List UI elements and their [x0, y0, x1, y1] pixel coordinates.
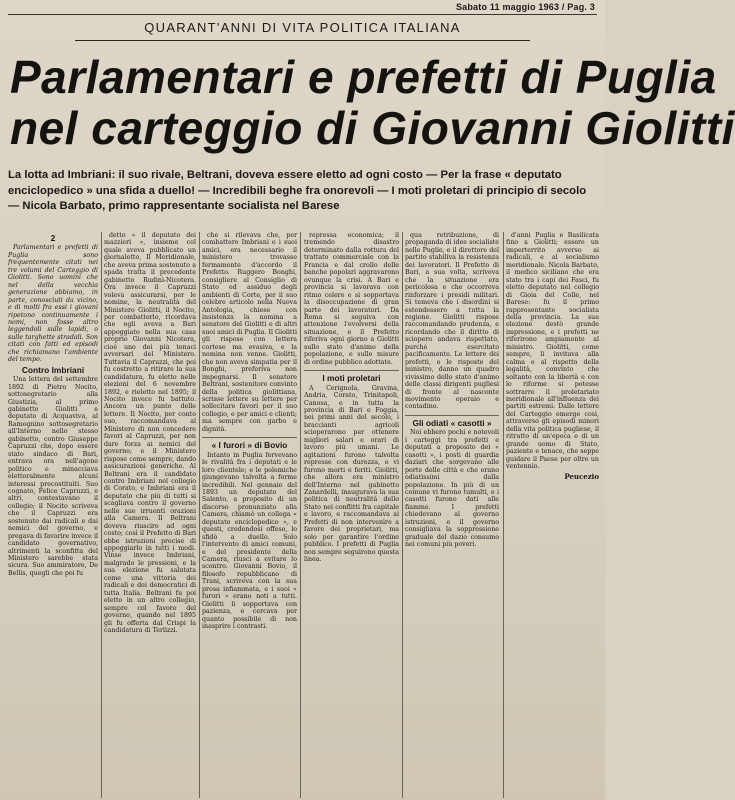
column-4 — [304, 232, 399, 798]
column-divider — [101, 232, 102, 798]
column-2-body: detto « il deputato dei mazzieri », insieme col quale aveva pubblicato un giornaletto, Il Meridionale, che aveva prima sostenuto a spada tratta il precedente gabinetto Rudinì-Nicotera. Ora invece il Capruzzi voleva assicurarsi, per le nomine, la neutralità del Ministero Giolitti, il Nocito, per combatterlo, ricordava che egli aveva a Bari appoggiato nella sua casa proprio Giovanni Nicotera, cioè uno dei più tenaci avversari del Ministero. Tuttavia il Capruzzi, che poi fu costretto a ritirare la sua candidatura, fu eletto nelle elezioni del 6 novembre 1892, e rieletto nel 1895; il Nocito invece fu battuto. Ancora un punto delle lettere. Il Nocito, per conto suo, raccomandava al Ministero di non concedere favori al Capruzzi, per non dare forza ai nemici del governo; e il Ministero rispose come sempre, dando assicurazioni generiche. Al Beltrani era il candidato contro Imbriani nel collegio di Corato, e Imbriani era il deputato che più di tutti si scagliava contro il governo nelle sue irruenti orazioni alla Camera. Il Beltrani doveva riuscire ad ogni costo; così il Prefetto di Bari ebbe istruzioni precise di appoggiarlo in tutti i modi. Vinse invece Imbriani, malgrado le pressioni, e la sua elezione fu salutata come una vittoria dei radicali e dei democratici di tutta Italia. Beltrani fu poi eletto in un altro collegio, sempre col favore del governo, quando nel 1895 gli fu offerta dal Crispi la candidatura di Terlizzi. — [104, 232, 196, 635]
column-divider — [402, 232, 403, 798]
section-box — [405, 415, 499, 549]
top-rule — [8, 14, 597, 15]
column-3-body-2: Intanto in Puglia fervevano le rivalità fra i deputati e le loro clientele; e le polemiche giungevano talvolta a forme incredibili. Nel gennaio del 1893 un deputato del Salento, a proposito di un discorso pronunziato alla Camera, chiamò un collega « deputato enciclopedico », e questi, credendosi offeso, lo sfidò a duello. Solo l'intervento di amici comuni, e del presidente della Camera, riuscì a evitare lo scontro. Giovanni Bovio, il filosofo repubblicano di Trani, scriveva con la sua prosa infiammata, e i suoi « furori » erano noti a tutti. Giolitti li sopportava con pazienza, e cercava per quanto possibile di non inasprire i contrasti. — [202, 451, 297, 631]
headline — [10, 51, 735, 154]
kicker: QUARANT'ANNI DI VITA POLITICA ITALIANA — [144, 20, 461, 35]
section-box — [202, 437, 297, 630]
dateline: Sabato 11 maggio 1963 / Pag. 3 — [455, 2, 595, 12]
headline-line-2: nel carteggio di Giovanni Giolitti — [10, 102, 735, 154]
column-3-body: che si rilevava che, per combattere Imbriani e i suoi amici, era necessario il ministero trovasse fermamente d'accordo il Prefetto. Ruggero Bonghi, consigliere al Consiglio di Stato ed assiduo degli ambienti di Corte, per il suo celebre articolo nella Nuova Antologia, chiese con insistenza la nomina a senatore del Giolitti e di altri suoi amici di Puglia. Il Giolitti gli rispose con lettera cortese ma evasiva, e la nomina non venne. Giolitti, che non aveva simpatia per il Bonghi, preferiva non impegnarsi. Il senatore Beltrani, sostenitore convinto della politica giolittiana, scrisse lettere su lettere per sollecitare favori per il suo collegio, e per amici e clienti; ma sempre con garbo e dignità. — [202, 232, 297, 433]
column-divider — [199, 232, 200, 798]
headline-line-1: Parlamentari e prefetti di Puglia — [10, 51, 717, 103]
article-columns — [8, 232, 599, 798]
section-box — [304, 370, 399, 563]
column-4-body-2: A Cerignola, Gravina, Andria, Corato, Trinitapoli, Canosa, e in tutta la provincia di Bari e Foggia, nei primi anni del secolo, i braccianti agricoli scioperarono per ottenere migliori salari e orari di lavoro più umani. Le agitazioni furono talvolta represse con durezza, e vi furono morti e feriti. Giolitti, che allora era ministro dell'Interno nel gabinetto Zanardelli, inaugurava la sua politica di neutralità dello Stato nei conflitti fra capitale e lavoro, e raccomandava ai Prefetti di non intervenire a favore dei proprietari, ma solo per garantire l'ordine pubblico. I prefetti di Puglia non sempre seguirono questa linea. — [304, 384, 399, 564]
section-contro-imbriani: Contro Imbriani — [21, 364, 85, 375]
column-5 — [405, 232, 499, 798]
column-divider — [300, 232, 301, 798]
column-4-body: repressa economica; il tremendo disastro determinato dalla rottura del trattato commerciale con la Francia e dal crollo delle banche popolari aggravarono ovunque la crisi. A Bari e provincia si lavorava con ritmo celere e si sopportava la disoccupazione di gran parte dei lavoratori. Da Roma si seguiva con attenzione l'evolversi della situazione, e il Prefetto riferiva ogni giorno a Giolitti sullo stato d'animo della popolazione, e sulle misure di ordine pubblico adottate. — [304, 232, 399, 366]
section-moti-proletari: I moti proletari — [322, 373, 381, 384]
column-1-body: Una lettera del settembre 1892 di Pietro Nocito, sottosegretario alla Giustizia, al primo gabinetto Giolitti e deputato di Acquaviva, al Ramognino sottosegretario all'Interno nello stesso gabinetto, contro Giuseppe Capruzzi che, dopo essere stato sindaco di Bari, entrava ora nell'agone politico e minacciava elettoralmente alcuni interessi precostituiti. Suo cognato, Felice Capruzzi, e altri, contestavano il collegio; il Nocito scriveva che il Capruzzi era sostenuto dai radicali e dai nemici del governo, e pregava di favorire invece il candidato governativo, altrimenti la sconfitta del Ministero sarebbe stata sicura. Suo ammiratore, De Bellis, quegli che poi fu — [8, 376, 98, 577]
column-1-number: 2 — [50, 233, 56, 243]
column-3 — [202, 232, 297, 798]
kicker-rule — [75, 40, 530, 41]
author-signature: Peucezio — [564, 471, 599, 481]
section-furori-bovio: « I furori » di Bovio — [211, 440, 288, 451]
column-6 — [506, 232, 599, 798]
column-divider — [503, 232, 504, 798]
column-1-intro: Parlamentari e prefetti di Puglia sono frequentemente citati nei tre volumi del Carteggio di Giolitti. Sono uomini che nel della vecchia generazione abbiamo, in parte, conosciuti da vicino, e di molti fra essi i giovani ripetono continuamente i nomi, non fosse altro leggendoli sulle lapidi, o sulle targhette stradali. Son citati con fatti ed episodi che richiamano l'ambiente del tempo. — [8, 244, 98, 364]
column-6-body: d'anni Puglia e Basilicata fino a Giolitti; essere un imperterrito avverso ai radicali, e al socialismo meridionale. Nicola Barbato, il medico siciliano che era stato tra i capi dei Fasci, fu eletto deputato nel collegio di Gioia del Colle, nel Barese: fu il primo rappresentante socialista della provincia. La sua elezione destò grande impressione, e i prefetti ne riferirono ampiamente al ministro. Giolitti, come sempre, li invitava alla calma e al rispetto della legalità, convinto che soltanto con la libertà e con le riforme si potesse sottrarre il proletariato meridionale all'influenza dei partiti estremi. Dalle lettere del Carteggio emerge così, attraverso gli episodi minori della vita politica pugliese, il ritratto di un'epoca e di un grande uomo di Stato, paziente e tenace, che seppe guidare il Paese per oltre un ventennio. — [506, 232, 599, 471]
subhead: La lotta ad Imbriani: il suo rivale, Beltrani, doveva essere eletto ad ogni costo — Per la frase « deputato enciclopedico » una sfida a duello! — Incredibili beghe fra onorevoli — I moti proletari di principio di secolo — Nicola Barbato, primo rappresentante socialista nel Barese — [8, 169, 587, 212]
column-2 — [104, 232, 196, 798]
section-odiati-casotti: Gli odiati « casotti » — [412, 417, 492, 428]
column-5-body-2: Noi ebbero pochi e notevoli i carteggi tra prefetti e deputati a proposito dei « casotti », i posti di guardia daziari che sorgevano alle porte delle città e che erano odiatissimi dalla popolazione. In più di un comune vi furono tumulti, e i casotti furono dati alle fiamme. I prefetti chiedevano al governo istruzioni, e il governo consigliava la soppressione graduale del dazio consumo nei comuni più poveri. — [405, 429, 499, 549]
column-5-body: qua retribuzione, di propaganda di idee socialiste nelle Puglie, e il direttore del partito stabiliva la resistenza dei lavoratori. Il Prefetto di Bari, a sua volta, scriveva che la situazione era pericolosa e che occorreva rinforzare i presidi militari. Si temeva che i disordini si estendessero a tutta la regione. Giolitti rispose raccomandando prudenza, e ricordando che il diritto di sciopero andava rispettato, purché esercitato pacificamente. Le lettere dei prefetti, e le risposte del ministro, danno un quadro vivissimo dello stato d'animo delle classi dirigenti pugliesi di fronte al nascente movimento operaio e contadino. — [405, 232, 499, 411]
column-1 — [8, 232, 98, 798]
